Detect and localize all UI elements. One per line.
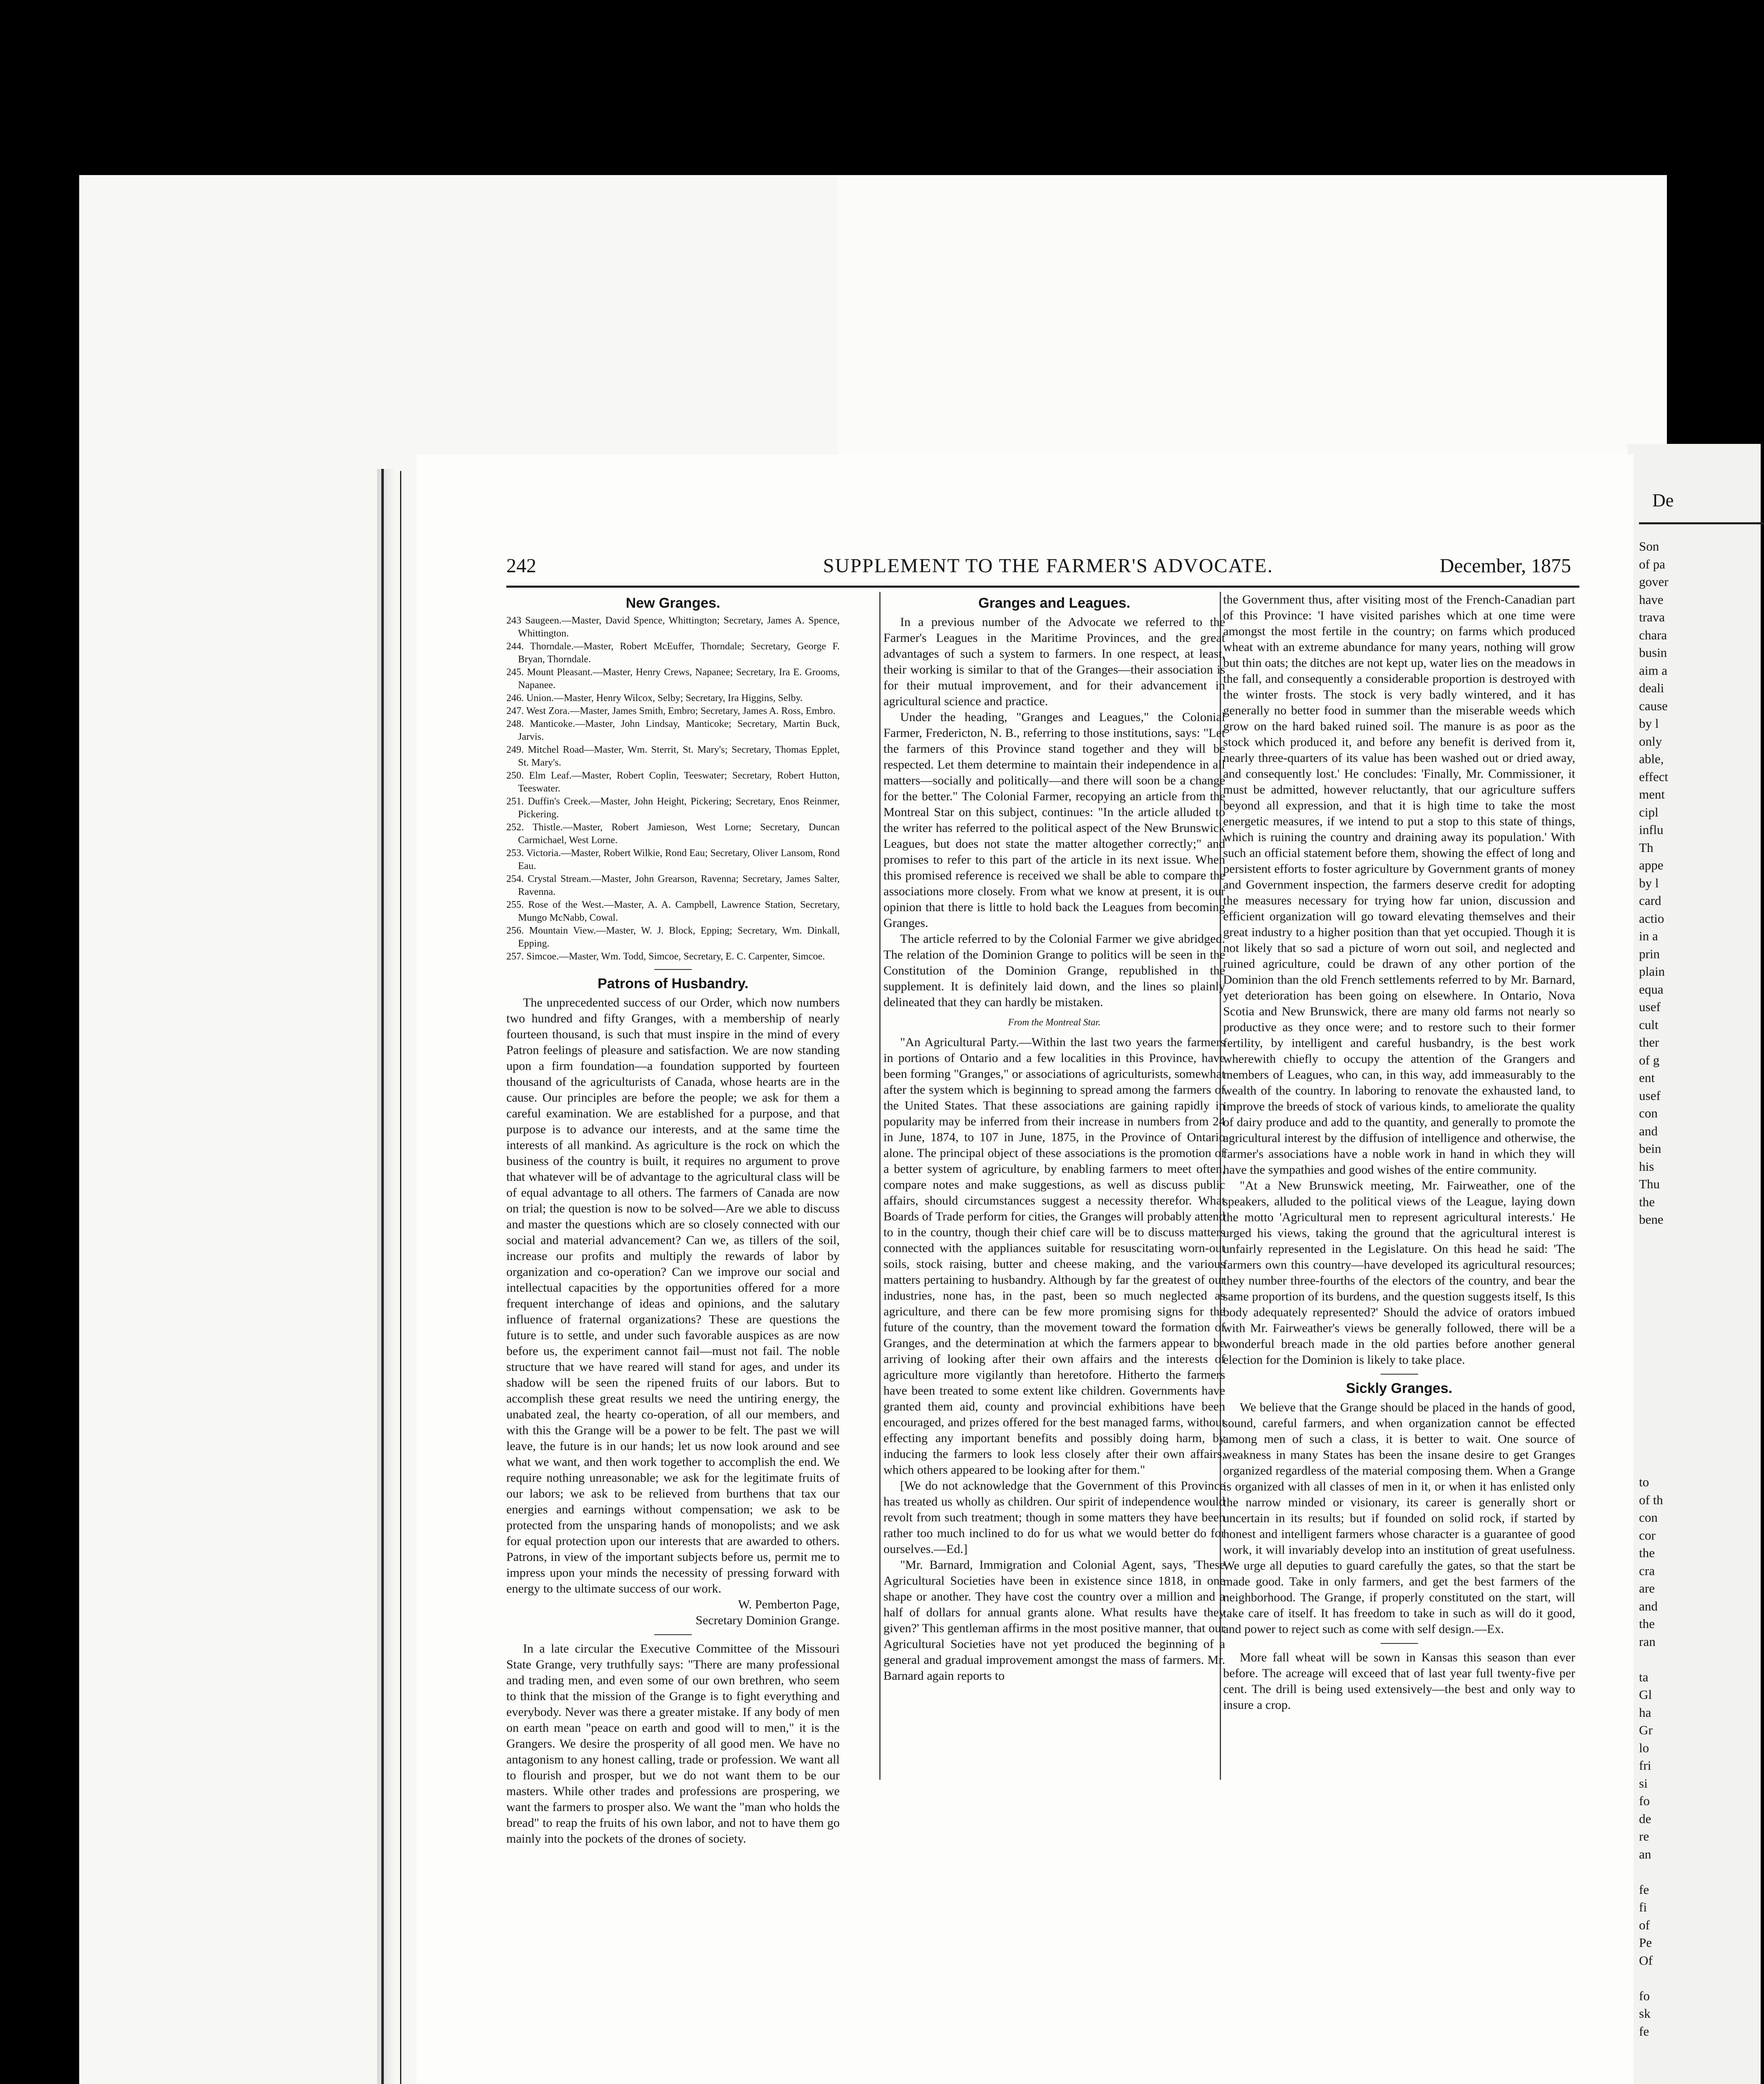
grange-entry: 246. Union.—Master, Henry Wilcox, Selby; Secretary, Ira Higgins, Selby.: [506, 693, 803, 704]
grange-entry: 248. Manticoke.—Master, John Lindsay, Manticoke; Secretary, Martin Buck, Jarvis.: [506, 719, 840, 742]
grange-entry: 252. Thistle.—Master, Robert Jamieson, West Lorne; Secretary, Duncan Carmichael, West Lorne.: [506, 822, 840, 846]
page-edge-line: [381, 469, 384, 2084]
quoted-article: "An Agricultural Party.—Within the last two years the farmers in portions of Ontario and a few localities in this Province, have been forming "Granges," or associations of agriculturists, somewhat after the system which is beginning to spread among the farmers of the United States. That these associations are gaining rapidly in popularity may be inferred from their increase in numbers from 24 in June, 1874, to 107 in June, 1875, in the Province of Ontario alone. The principal object of these associations is the promotion of a better system of agriculture, by enabling farmers to meet often, compare notes and make suggestions, as well as discuss public affairs, should circumstances suggest a necessity therefor. What Boards of Trade perform for cities, the Granges will probably attend to in the country, though their chief care will be to discuss matters connected with the appliances suitable for resuscitating worn-out soils, stock raising, butter and cheese making, and the various matters pertaining to husbandry. Although by far the greatest of our industries, none has, in the past, been so much neglected as agriculture, and there can be few more promising signs for the future of the country, than the movement toward the formation of Granges, and the determination at which the farmers appear to be arriving of looking after their own affairs and the interests of agriculture more vigilantly than heretofore. Hitherto the farmers have been treated to some extent like children. Governments have granted them aid, county and provincial exhibitions have been encouraged, and prizes offered for the best managed farms, without effecting any important benefits and possibly doing harm, by inducing the farmers to look less closely after their own affairs, which others appeared to be looking after for them.": [883, 1035, 1225, 1477]
editor-note: [We do not acknowledge that the Government of this Province has treated us wholly as children. Our spirit of independence would revolt from such treatment; though in some matters they have been rather too much inclined to do for us what we would better do for ourselves.—Ed.]: [883, 1479, 1225, 1556]
next-page-column: Son of pa gover have trava chara busin aim a deali cause by l only able, effect ment cipl influ Th appe by l card actio in a prin plain equa usef cult ther of g ent usef con and bein his Thu the bene: [1639, 539, 1669, 1227]
article-paragraph: "Mr. Barnard, Immigration and Colonial Agent, says, 'These Agricultural Societies have been in existence since 1818, in one shape or another. They have cost the country over a million and a half of dollars for annual grants alone. What results have they given?' This gentleman affirms in the most positive manner, that our Agricultural Societies have not yet produced the beginning of a general and gradual improvement amongst the mass of farmers. Mr. Barnard again reports to: [883, 1558, 1225, 1683]
section-divider: [1381, 1643, 1418, 1644]
header-rule: [506, 586, 1579, 588]
running-head: [506, 554, 1571, 579]
section-title-new-granges: New Granges.: [626, 595, 721, 611]
article-body: In a late circular the Executive Committee of the Missouri State Grange, very truthfully says: "There are many professional and trading men, and even some of our own brethren, who seem to think that the mission of the Grange is to fight everything and everybody. Never was there a greater mistake. If any body of men on earth mean "peace on earth and good will to men," it is the Grangers. We desire the prosperity of all good men. We have no antagonism to any honest calling, trade or profession. We want all to flourish and prosper, but we do not want them to be our masters. While other trades and professions are prospering, we want the farmers to prosper also. We want the "man who holds the bread" to reap the fruits of his own labor, and not to have them go mainly into the pockets of the drones of society.: [506, 1642, 840, 1846]
section-title-husbandry: Patrons of Husbandry.: [597, 976, 749, 992]
issue-date: December, 1875: [1439, 555, 1571, 577]
grange-entry: 244. Thorndale.—Master, Robert McEuffer, Thorndale; Secretary, George F. Bryan, Thorndale.: [506, 641, 840, 665]
page-number: 242: [506, 555, 536, 577]
next-page-column: to of th con cor the cra are and the ran ta Gl ha Gr lo fri si fo de re an fe fi of Pe Of fo sk fe: [1639, 1475, 1663, 2039]
grange-list: [506, 614, 840, 963]
column-3: [1223, 592, 1575, 1780]
section-divider: [654, 1634, 692, 1635]
grange-entry: 256. Mountain View.—Master, W. J. Block, Epping; Secretary, Wm. Dinkall, Epping.: [506, 925, 840, 949]
page-fold-shadow: [377, 469, 394, 2084]
section-divider: [1381, 1374, 1418, 1375]
column-rule: [879, 592, 881, 1780]
grange-entry: 251. Duffin's Creek.—Master, John Height, Pickering; Secretary, Enos Reinmer, Pickering.: [506, 796, 840, 820]
page-edge-line: [400, 471, 401, 2084]
article-continued: the Government thus, after visiting most of the French-Canadian part of this Province: 'I have visited parishes which at one time were amongst the most fertile in the country; on farms which produced wheat with an extreme abundance for many years, nothing will grow but thin oats; the ditches are not kept up, water lies on the meadows in the fall, and consequently a considerable proportion is destroyed with the winter frosts. The stock is very badly wintered, and it has generally no better food in summer than the miserable weeds which grow on the hard baked ruined soil. The manure is as poor as the stock which produced it, and before any benefit is derived from it, nearly three-quarters of its value has been washed out or dried away, and consequently lost.' He concludes: 'Finally, Mr. Commissioner, it must be admitted, however reluctantly, that our agriculture suffers beyond all expression, and that it is high time to take the most energetic measures, if we intend to put a stop to this state of things, which is ruining the country and draining away its population.' With such an official statement before them, showing the effect of long and persistent efforts to foster agriculture by Government grants of money and Government inspection, the farmers deserve credit for adopting the measures necessary for trying how far union, discussion and efficient organization will go toward elevating themselves and their great industry to a higher position than that yet occupied. Though it is not likely that so sad a picture of worn out soil, and neglected and ruined agriculture, could be drawn of any other portion of the Dominion than the old French settlements referred to by Mr. Barnard, yet deterioration has been going on elsewhere. In Ontario, Nova Scotia and New Brunswick, there are many old farms not nearly so productive as they once were; and to restore such to their former fertility, by intelligent and careful husbandry, is the best work wherewith chiefly to occupy the attention of the Grangers and members of Leagues, who can, in this way, add immeasurably to the wealth of the country. In laboring to renovate the exhausted land, to improve the breeds of stock of various kinds, to ameliorate the quality of dairy produce and add to the quantity, and generally to promote the agricultural interest by the diffusion of intelligence and otherwise, the farmer's associations have a noble work in hand in which they will have the sympathies and good wishes of the entire community.: [1223, 593, 1575, 1177]
grange-entry: 253. Victoria.—Master, Robert Wilkie, Rond Eau; Secretary, Oliver Lansom, Rond Eau.: [506, 848, 840, 872]
grange-entry: 245. Mount Pleasant.—Master, Henry Crews, Napanee; Secretary, Ira E. Grooms, Napanee.: [506, 667, 840, 691]
section-title-granges-leagues: Granges and Leagues.: [978, 595, 1131, 611]
column-2: [883, 592, 1225, 1780]
grange-entry: 247. West Zora.—Master, James Smith, Embro; Secretary, James A. Ross, Embro.: [506, 706, 836, 716]
source-credit: From the Montreal Star.: [1008, 1017, 1101, 1027]
signature-title: Secretary Dominion Grange.: [696, 1613, 840, 1627]
next-page-head: De: [1652, 490, 1674, 511]
column-1: [506, 592, 840, 1846]
section-divider: [654, 969, 692, 970]
next-page-rule: [1639, 522, 1764, 524]
article-body: The unprecedented success of our Order, which now numbers two hundred and fifty Granges, with a membership of nearly fourteen thousand, is such that must inspire in the mind of every Patron feelings of pleasure and satisfaction. We are now standing upon a firm foundation—a foundation supported by fourteen thousand of the agriculturists of Canada, whose hearts are in the cause. Our principles are before the people; we ask for them a careful examination. We are established for a purpose, and that purpose is to advance our interests, and at the same time the interests of all mankind. As agriculture is the rock on which the business of the country is built, it requires no argument to prove that whatever will be of advantage to the agricultural class will be of equal advantage to all others. The farmers of Canada are now on trial; the question is now to be solved—Are we able to discuss and master the questions which are so closely connected with our social and material advancement? Can we, as tillers of the soil, increase our profits and multiply the rewards of labor by organization and co-operation? Can we improve our social and intellectual capacities by the opportunities offered for a more frequent interchange of ideas and opinions, and the salutary influence of fraternal organizations? These are questions the future is to settle, and under such favorable auspices as are now before us, the experiment cannot fail—must not fail. The noble structure that we have reared will stand for ages, and under its shadow will be seen the ripened fruits of our labors. But to accomplish these great results we need the untiring energy, the unabated zeal, the hearty co-operation, of all our members, and with this the Grange will be a power to be felt. The past we will leave, the future is in our hands; let us now look around and see what we want, and then work together to accomplish the end. We require nothing unreasonable; we ask for the legitimate fruits of our labors; we ask to be relieved from burthens that tax our energies and earnings without compensation; we ask to be protected from the unsparing hands of monopolists; and we ask for equal protection upon our interests that are awarded to others. Patrons, in view of the important subjects before us, permit me to impress upon your minds the necessity of pressing forward with energy to the ultimate success of our work.: [506, 996, 840, 1596]
article-body: We believe that the Grange should be placed in the hands of good, sound, careful farmers, and when organization cannot be effected among men of such a class, it is better to wait. One source of weakness in many States has been the insane desire to get Granges organized regardless of the material composing them. When a Grange is organized with all classes of men in it, or when it has enlisted only the narrow minded or visionary, its career is generally short or uncertain in its results; but if founded on solid rock, if started by honest and intelligent farmers whose character is a guarantee of good work, it will invariably develop into an institution of great usefulness. We urge all deputies to guard carefully the gates, so that the start be made good. Take in only farmers, and get the best farmers of the neighborhood. The Grange, if properly constituted on the start, will take care of itself. It has freedom to take in such as will do it good, and power to reject such as come with self design.—Ex.: [1223, 1400, 1575, 1636]
section-title-sickly-granges: Sickly Granges.: [1346, 1380, 1453, 1396]
article-paragraph: "At a New Brunswick meeting, Mr. Fairweather, one of the speakers, alluded to the political views of the League, laying down the motto 'Agricultural men to represent agricultural interests.' He urged his views, taking the ground that the agricultural interest is unfairly represented in the Legislature. On this head he said: 'The farmers own this country—have developed its agricultural resources; they number three-fourths of the electors of the country, and bear the same proportion of its burdens, and the question suggests itself, Is this body adequately represented?' Should the advice of orators imbued with Mr. Fairweather's views be generally followed, there will be a wonderful breach made in the old parties before another general election for the Dominion is likely to take place.: [1223, 1179, 1575, 1367]
signature-name: W. Pemberton Page,: [738, 1598, 840, 1611]
grange-entry: 257. Simcoe.—Master, Wm. Todd, Simcoe, Secretary, E. C. Carpenter, Simcoe.: [506, 951, 825, 962]
news-item: More fall wheat will be sown in Kansas this season than ever before. The acreage will exceed that of last year full twenty-five per cent. The drill is being used extensively—the best and only way to insure a crop.: [1223, 1651, 1575, 1712]
grange-entry: 254. Crystal Stream.—Master, John Grearson, Ravenna; Secretary, James Salter, Ravenna.: [506, 874, 840, 897]
article-paragraph: Under the heading, "Granges and Leagues," the Colonial Farmer, Fredericton, N. B., referring to those institutions, says: "Let the farmers of this Province stand together and they will be respected. Let them determine to maintain their independence in all matters—socially and politically—and there will soon be a change for the better." The Colonial Farmer, recopying an article from the Montreal Star on this subject, continues: "In the article alluded to the writer has referred to the political aspect of the New Brunswick Leagues, but does not state the matter altogether correctly;" and promises to refer to this part of the article in its next issue. When this promised reference is received we shall be able to compare the associations more closely. From what we know at present, it is our opinion that there is little to hold back the Leagues from becoming Granges.: [883, 710, 1225, 930]
grange-entry: 243 Saugeen.—Master, David Spence, Whittington; Secretary, James A. Spence, Whittington.: [506, 615, 840, 639]
grange-entry: 255. Rose of the West.—Master, A. A. Campbell, Lawrence Station, Secretary, Mungo McNabb, Cowal.: [506, 899, 840, 923]
publication-title: SUPPLEMENT TO THE FARMER'S ADVOCATE.: [823, 555, 1274, 577]
previous-page-edge: [838, 175, 1667, 465]
article-paragraph: The article referred to by the Colonial Farmer we give abridged. The relation of the Dominion Grange to politics will be seen in the Constitution of the Dominion Grange, republished in the supplement. It is definitely laid down, and the lines so plainly delineated that they can hardly be mistaken.: [883, 932, 1225, 1009]
grange-entry: 250. Elm Leaf.—Master, Robert Coplin, Teeswater; Secretary, Robert Hutton, Teeswater.: [506, 770, 840, 794]
article-paragraph: In a previous number of the Advocate we referred to the Farmer's Leagues in the Maritime Provinces, and the great advantages of such a system to farmers. In one respect, at least, their working is similar to that of the Granges—their association is for their mutual improvement, and for their advancement in agricultural science and practice.: [883, 615, 1225, 708]
next-page-edge: [1627, 444, 1761, 2084]
grange-entry: 249. Mitchel Road—Master, Wm. Sterrit, St. Mary's; Secretary, Thomas Epplet, St. Mary's.: [506, 744, 840, 768]
